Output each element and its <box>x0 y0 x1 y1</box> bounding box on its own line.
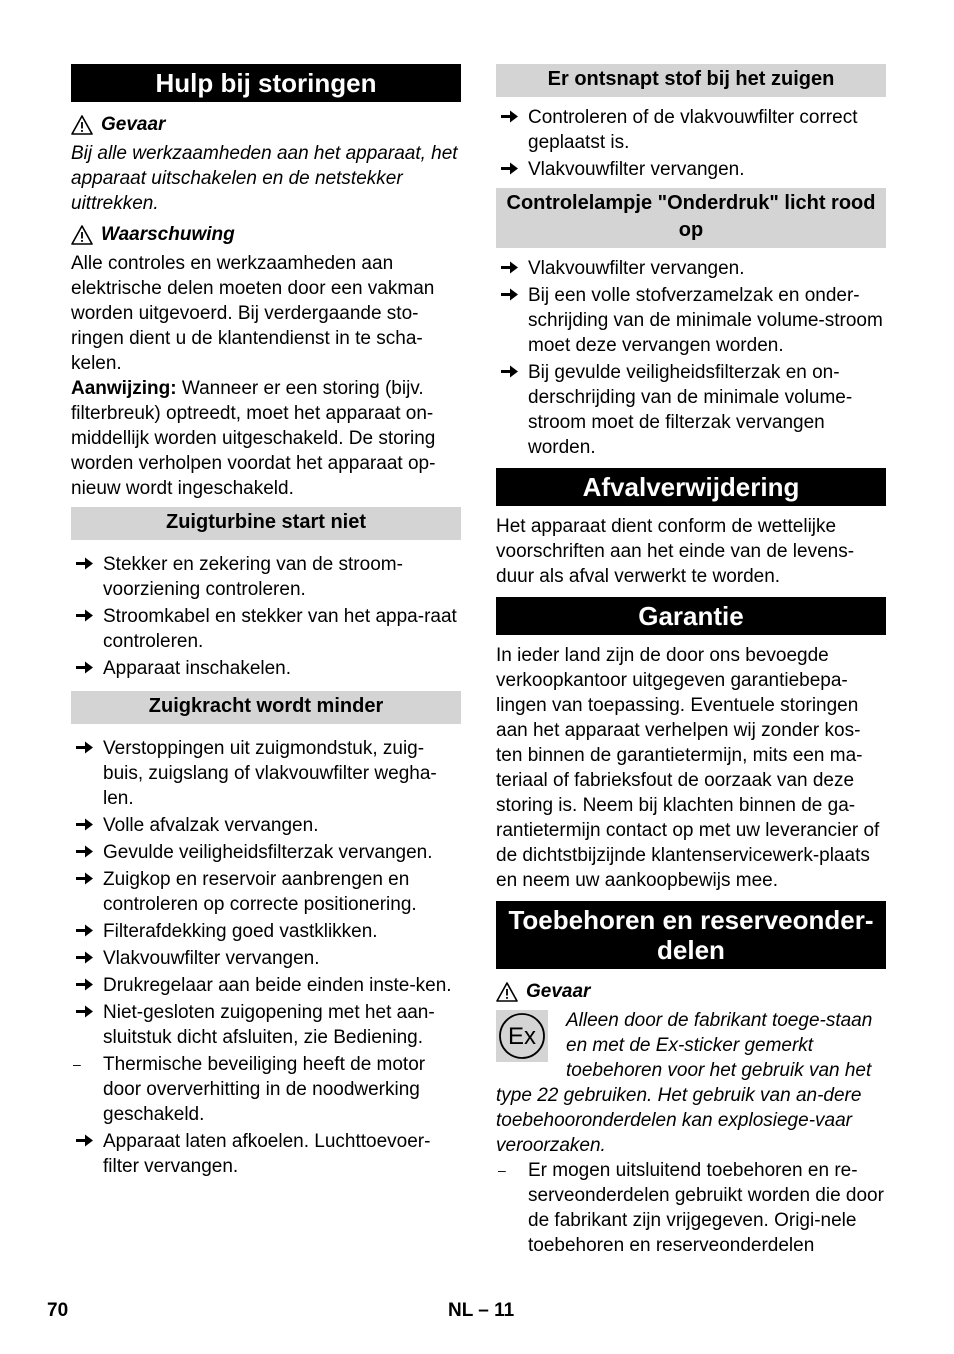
arrow-right-icon <box>500 283 520 308</box>
list-item: Vlakvouwfilter vervangen. <box>496 157 886 182</box>
arrow-right-icon <box>500 256 520 281</box>
page-section <box>448 1298 514 1323</box>
arrow-right-icon <box>75 1129 95 1154</box>
ex-warning-block <box>496 1008 886 1158</box>
accessories-danger-text: Alleen door de fabrikant toege-staan en met de Ex-sticker gemerkt toebehoren voor het gebruik van het type 22 gebruiken. Het gebruik van an-dere toebehooronderdelen kan explosiege-vaar veroorzaken. <box>496 1010 873 1156</box>
warning-triangle-icon <box>496 982 518 1002</box>
subsection-title-turbine: Zuigturbine start niet <box>71 507 461 540</box>
ex-explosion-protection-icon <box>496 1010 548 1062</box>
subsection-title-suction: Zuigkracht wordt minder <box>71 691 461 724</box>
ex-symbol-text: Ex <box>507 1023 537 1050</box>
warning-triangle-icon <box>71 225 93 245</box>
subsection-title-dust: Er ontsnapt stof bij het zuigen <box>496 64 886 97</box>
lamp-checklist <box>496 256 886 460</box>
list-item: Gevulde veiligheidsfilterzak vervangen. <box>71 840 461 865</box>
list-item: Controleren of de vlakvouwfilter correct geplaatst is. <box>496 105 886 155</box>
list-item: Vlakvouwfilter vervangen. <box>496 256 886 281</box>
suction-checklist <box>71 736 461 1179</box>
list-item: Drukregelaar aan beide einden inste-ken. <box>71 973 461 998</box>
arrow-right-icon <box>75 946 95 971</box>
danger-text: Bij alle werkzaamheden aan het apparaat, het apparaat uitschakelen en de netstekker uittrekken. <box>71 143 458 214</box>
warning-text: Alle controles en werkzaamheden aan elektrische delen moeten door een vakman worden uitgevoerd. Bij verdergaande sto-ringen dient u de klantendienst in te scha-kelen. <box>71 253 435 374</box>
accessories-danger-label: Gevaar <box>526 981 591 1002</box>
subsection-title-lamp: Controlelampje "Onderdruk" licht rood op <box>496 188 886 248</box>
list-item: Volle afvalzak vervangen. <box>71 813 461 838</box>
arrow-right-icon <box>75 736 95 761</box>
arrow-right-icon <box>75 840 95 865</box>
list-item: Bij een volle stofverzamelzak en onder-schrijding van de minimale volume-stroom moet deze vervangen worden. <box>496 283 886 358</box>
accessories-danger-heading <box>496 979 886 1004</box>
arrow-right-icon <box>500 157 520 182</box>
section-label: NL <box>448 1300 473 1321</box>
list-item: Vlakvouwfilter vervangen. <box>71 946 461 971</box>
section-title-troubleshooting: Hulp bij storingen <box>71 64 461 102</box>
danger-heading <box>71 112 461 137</box>
arrow-right-icon <box>75 1000 95 1025</box>
note-paragraph <box>71 376 461 501</box>
arrow-right-icon <box>75 813 95 838</box>
left-column <box>71 64 461 1179</box>
list-item: Bij gevulde veiligheidsfilterzak en on-derschrijding van de minimale volume-stroom moet de filterzak vervangen worden. <box>496 360 886 460</box>
warning-triangle-icon <box>71 115 93 135</box>
arrow-right-icon <box>75 973 95 998</box>
dust-checklist <box>496 105 886 182</box>
page-number: 70 <box>47 1300 69 1321</box>
list-item: Filterafdekking goed vastklikken. <box>71 919 461 944</box>
dash-marker: – <box>73 1056 81 1072</box>
list-item: – Thermische beveiliging heeft de motor door oververhitting in de noodwerking geschakeld. <box>73 1054 426 1125</box>
list-item: Zuigkop en reservoir aanbrengen en controleren op correcte positionering. <box>71 867 461 917</box>
list-item: – Er mogen uitsluitend toebehoren en re-serveonderdelen gebruikt worden die door de fabrikant zijn vrijgegeven. Origi-nele toebehoren en reserveonderdelen <box>498 1160 884 1256</box>
list-item: Apparaat inschakelen. <box>71 656 461 681</box>
arrow-right-icon <box>75 867 95 892</box>
disposal-text: Het apparaat dient conform de wettelijke voorschriften aan het einde van de levens-duur als afval verwerkt te worden. <box>496 516 855 587</box>
accessories-list <box>496 1158 886 1258</box>
right-column <box>496 64 886 1258</box>
section-page: – 11 <box>478 1300 515 1321</box>
warning-heading <box>71 222 461 247</box>
section-title-warranty: Garantie <box>496 597 886 635</box>
arrow-right-icon <box>75 552 95 577</box>
list-item: Stroomkabel en stekker van het appa-raat controleren. <box>71 604 461 654</box>
list-item: Niet-gesloten zuigopening met het aan-sluitstuk dicht afsluiten, zie Bediening. <box>71 1000 461 1050</box>
arrow-right-icon <box>75 919 95 944</box>
dash-marker: – <box>498 1162 506 1178</box>
section-title-disposal: Afvalverwijdering <box>496 468 886 506</box>
list-item: Stekker en zekering van de stroom-voorziening controleren. <box>71 552 461 602</box>
turbine-checklist <box>71 552 461 681</box>
section-title-accessories: Toebehoren en reserveonder-delen <box>496 901 886 969</box>
arrow-right-icon <box>500 105 520 130</box>
danger-label: Gevaar <box>101 114 166 135</box>
note-label: Aanwijzing: <box>71 378 177 399</box>
arrow-right-icon <box>75 656 95 681</box>
list-item: Apparaat laten afkoelen. Luchttoevoer-filter vervangen. <box>71 1129 461 1179</box>
list-item: Verstoppingen uit zuigmondstuk, zuig-buis, zuigslang of vlakvouwfilter wegha-len. <box>71 736 461 811</box>
arrow-right-icon <box>75 604 95 629</box>
warranty-text: In ieder land zijn de door ons bevoegde verkoopkantoor uitgegeven garantiebepa-lingen van toepassing. Eventuele storingen aan het apparaat verhelpen wij zonder kos-ten binnen de garantietermijn, mits een ma-teriaal of fabrieksfout de oorzaak van deze storing is. Neem bij klachten binnen de ga-rantietermijn contact op met uw leverancier of de dichtstbijzijnde klantenservicewerk-plaats en neem uw aankoopbewijs mee. <box>496 645 880 891</box>
arrow-right-icon <box>500 360 520 385</box>
warning-label: Waarschuwing <box>101 224 235 245</box>
note-text: Wanneer er een storing (bijv. filterbreuk) optreedt, moet het apparaat on-middellijk worden uitgeschakeld. De storing worden verholpen voordat het apparaat op-nieuw wordt ingeschakeld. <box>71 378 436 499</box>
